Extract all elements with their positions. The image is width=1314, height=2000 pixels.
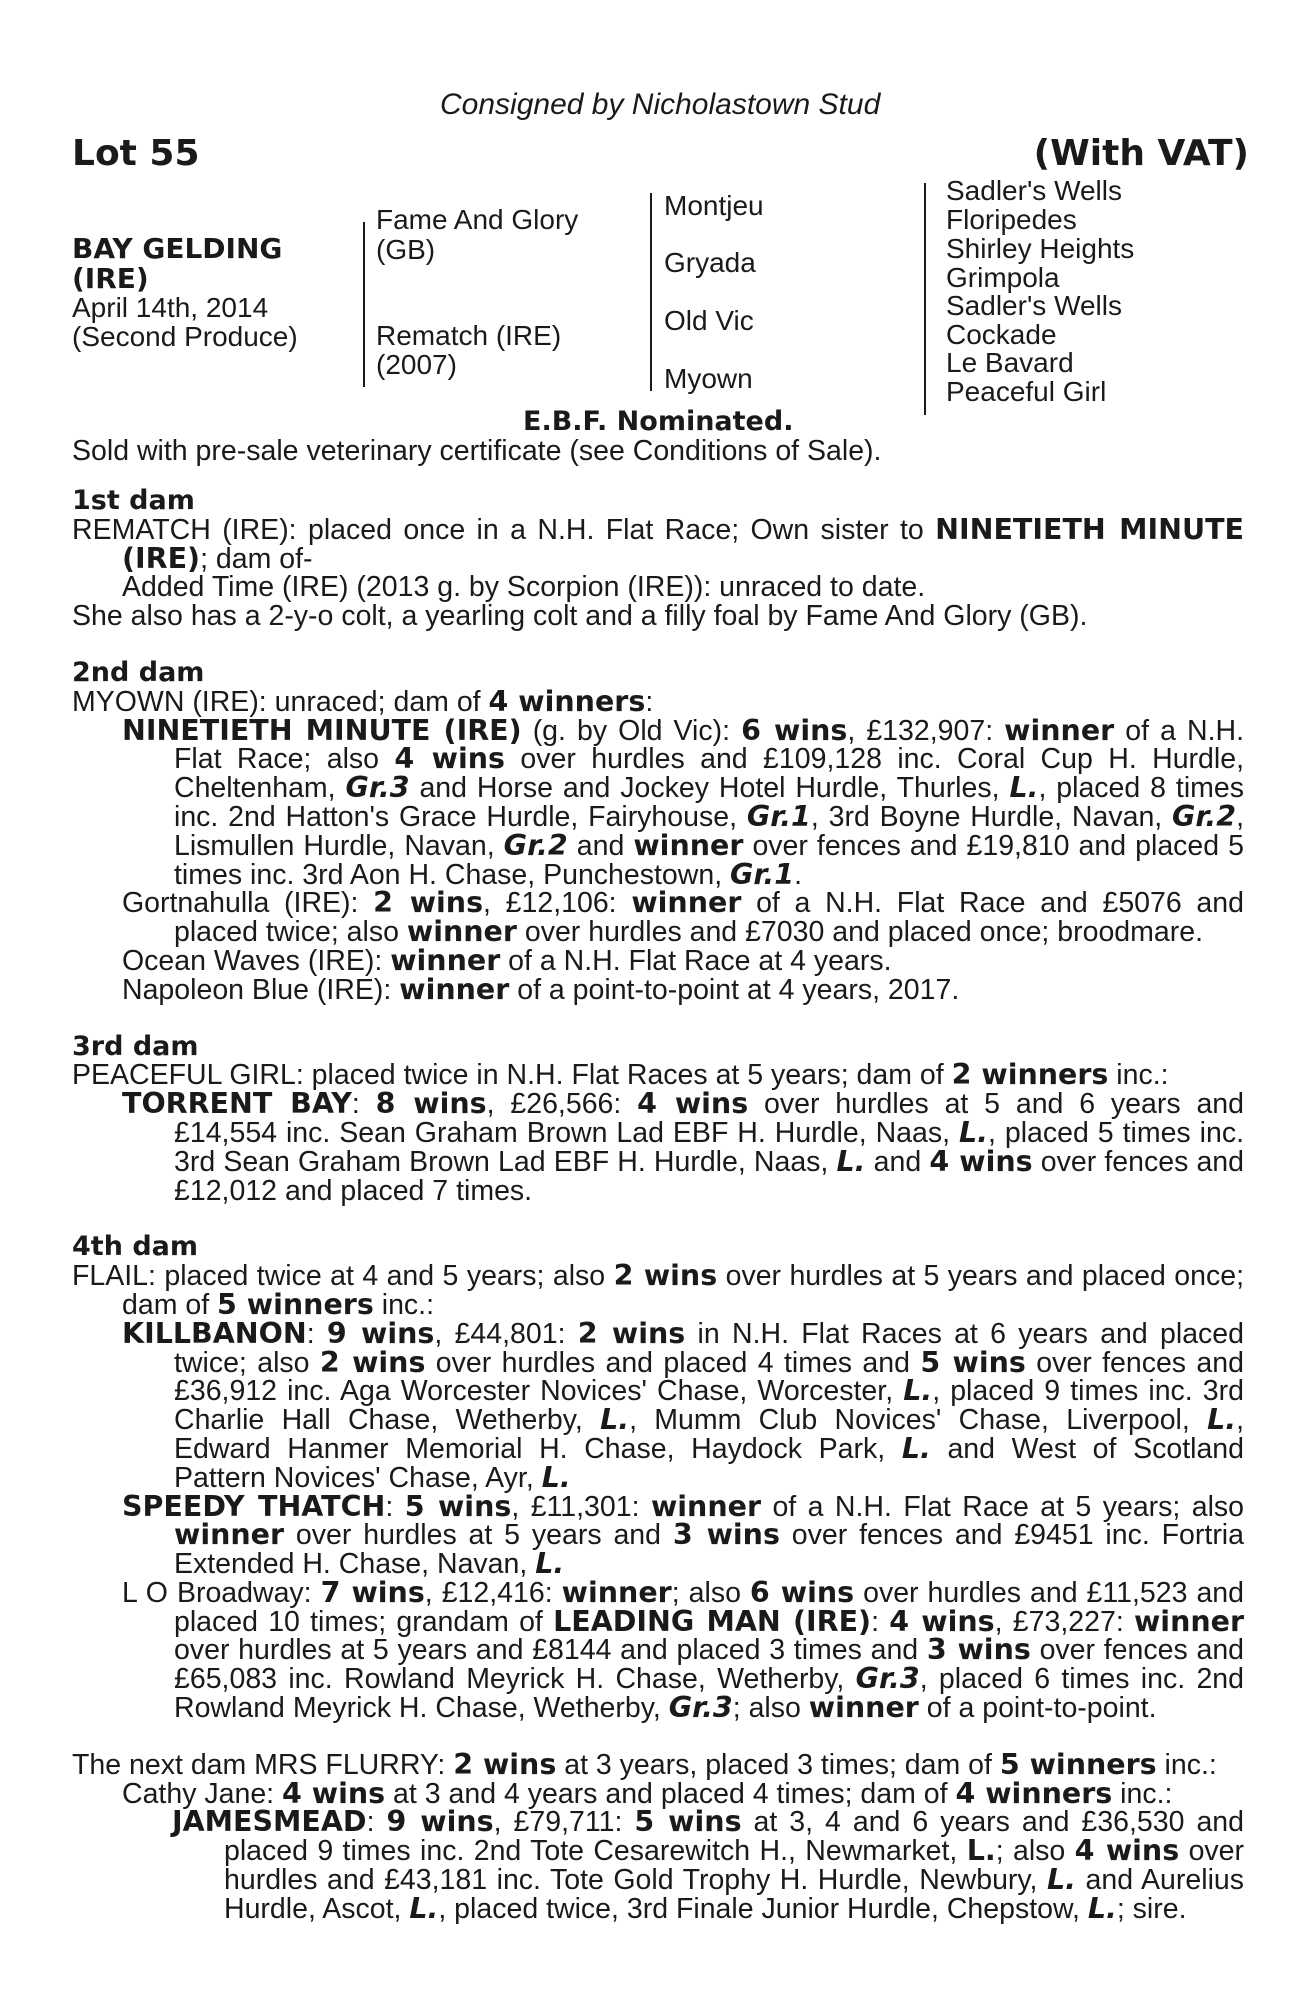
- horse-description-line2: (IRE): [72, 262, 149, 295]
- sire-name: Fame And Glory: [376, 204, 579, 235]
- fourth-dam-intro: FLAIL: placed twice at 4 and 5 years; also 2 wins over hurdles at 5 years and placed once; dam of 5 winners inc.:: [72, 1259, 1245, 1321]
- pedigree-divider-3: [924, 183, 926, 415]
- produce-entry: KILLBANON: 9 wins, £44,801: 2 wins in N.H. Flat Races at 6 years and placed twice; also 2 wins over hurdles and placed 4 times and 5 wins over fences and £36,912 inc. Aga Worcester Novices' Chase, Worcester, L., placed 9 times inc. 3rd Charlie Hall Chase, Wetherby, L., Mumm Club Novices' Chase, Liverpool, L., Edward Hanmer Memorial H. Chase, Haydock Park, L. and West of Scotland Pattern Novices' Chase, Ayr, L.: [122, 1316, 1245, 1494]
- sire-country: (GB): [376, 234, 436, 265]
- produce-entry: Ocean Waves (IRE): winner of a N.H. Flat Race at 4 years.: [122, 943, 892, 977]
- ancestor-gen3: Shirley Heights: [946, 233, 1135, 264]
- fourth-dam-heading: 4th dam: [72, 1231, 198, 1263]
- next-dam-intro: The next dam MRS FLURRY: 2 wins at 3 years, placed 3 times; dam of 5 winners inc.:: [72, 1747, 1217, 1781]
- third-dam-intro: PEACEFUL GIRL: placed twice in N.H. Flat Races at 5 years; dam of 2 winners inc.:: [72, 1058, 1169, 1092]
- horse-description-line1: BAY GELDING: [72, 232, 283, 265]
- third-dam-heading: 3rd dam: [72, 1030, 199, 1062]
- pedigree-divider-1: [363, 222, 365, 387]
- ancestor-gen3: Grimpola: [946, 262, 1060, 293]
- consignor-line: Consigned by Nicholastown Stud: [440, 88, 881, 121]
- produce-entry: SPEEDY THATCH: 5 wins, £11,301: winner of a N.H. Flat Race at 5 years; also winner over hurdles at 5 years and 3 wins over fences and £9451 inc. Fortria Extended H. Chase, Navan, L.: [122, 1489, 1245, 1581]
- produce-note: (Second Produce): [72, 321, 298, 352]
- ebf-nominated: E.B.F. Nominated.: [523, 406, 794, 437]
- first-dam-para: REMATCH (IRE): placed once in a N.H. Flat Race; Own sister to NINETIETH MINUTE (IRE); dam of-: [72, 512, 1245, 575]
- produce-entry: TORRENT BAY: 8 wins, £26,566: 4 wins over hurdles at 5 and 6 years and £14,554 inc. Sean Graham Brown Lad EBF H. Hurdle, Naas, L., placed 5 times inc. 3rd Sean Graham Brown Lad EBF H. Hurdle, Naas, L. and 4 wins over fences and £12,012 and placed 7 times.: [122, 1087, 1245, 1207]
- second-dam-intro: MYOWN (IRE): unraced; dam of 4 winners:: [72, 684, 654, 718]
- ancestor-gen3: Le Bavard: [946, 347, 1074, 378]
- ancestor-gen3: Cockade: [946, 319, 1057, 350]
- ancestor-gen3: Peaceful Girl: [946, 376, 1107, 407]
- ancestor-gen3: Sadler's Wells: [946, 290, 1122, 321]
- grandsire-maternal: Old Vic: [664, 305, 754, 336]
- granddam-maternal: Myown: [664, 363, 753, 394]
- lot-number: Lot 55: [72, 133, 200, 174]
- grandsire-paternal: Montjeu: [664, 190, 764, 221]
- dam-year: (2007): [376, 349, 457, 380]
- produce-entry: Gortnahulla (IRE): 2 wins, £12,106: winner of a N.H. Flat Race and £5076 and placed twice; also winner over hurdles and £7030 and placed once; broodmare.: [122, 886, 1244, 949]
- produce-entry: Napoleon Blue (IRE): winner of a point-to-point at 4 years, 2017.: [122, 972, 960, 1006]
- second-dam-heading: 2nd dam: [72, 656, 205, 688]
- dam-name: Rematch (IRE): [376, 320, 562, 351]
- first-dam-note: She also has a 2-y-o colt, a yearling colt and a filly foal by Fame And Glory (GB).: [72, 600, 1088, 633]
- vet-certificate-note: Sold with pre-sale veterinary certificate (see Conditions of Sale).: [72, 435, 882, 467]
- foaling-date: April 14th, 2014: [72, 292, 269, 323]
- produce-entry: NINETIETH MINUTE (IRE) (g. by Old Vic): 6 wins, £132,907: winner of a N.H. Flat Race; also 4 wins over hurdles and £109,128 inc. Coral Cup H. Hurdle, Cheltenham, Gr.3 and Horse and Jockey Hotel Hurdle, Thurles, L., placed 8 times inc. 2nd Hatton's Grace Hurdle, Fairyhouse, Gr.1, 3rd Boyne Hurdle, Navan, Gr.2, Lismullen Hurdle, Navan, Gr.2 and winner over fences and £19,810 and placed 5 times inc. 3rd Aon H. Chase, Punchestown, Gr.1.: [122, 713, 1245, 891]
- ancestor-gen3: Floripedes: [946, 204, 1077, 235]
- granddam-paternal: Gryada: [664, 247, 756, 278]
- first-dam-produce: Added Time (IRE) (2013 g. by Scorpion (IRE)): unraced to date.: [122, 571, 926, 604]
- ancestor-gen3: Sadler's Wells: [946, 175, 1122, 206]
- vat-label: (With VAT): [1033, 133, 1249, 174]
- first-dam-heading: 1st dam: [72, 485, 195, 516]
- produce-entry: JAMESMEAD: 9 wins, £79,711: 5 wins at 3, 4 and 6 years and £36,530 and placed 9 times inc. 2nd Tote Cesarewitch H., Newmarket, L.; also 4 wins over hurdles and £43,181 inc. Tote Gold Trophy H. Hurdle, Newbury, L. and Aurelius Hurdle, Ascot, L., placed twice, 3rd Finale Junior Hurdle, Chepstow, L.; sire.: [172, 1805, 1245, 1925]
- produce-entry: L O Broadway: 7 wins, £12,416: winner; also 6 wins over hurdles and £11,523 and placed 10 times; grandam of LEADING MAN (IRE): 4 wins, £73,227: winner over hurdles at 5 years and £8144 and placed 3 times and 3 wins over fences and £65,083 inc. Rowland Meyrick H. Chase, Wetherby, Gr.3, placed 6 times inc. 2nd Rowland Meyrick H. Chase, Wetherby, Gr.3; also winner of a point-to-point.: [122, 1575, 1245, 1725]
- pedigree-divider-2: [650, 193, 652, 391]
- produce-entry: Cathy Jane: 4 wins at 3 and 4 years and placed 4 times; dam of 4 winners inc.:: [122, 1776, 1173, 1810]
- catalogue-body: [72, 487, 1244, 1924]
